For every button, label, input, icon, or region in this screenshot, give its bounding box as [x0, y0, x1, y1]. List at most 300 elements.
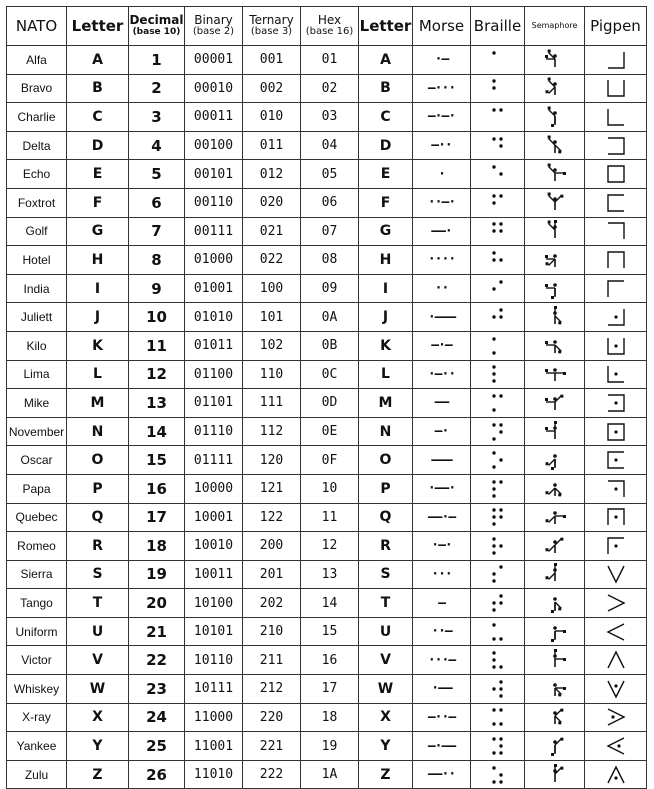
semaphore-head: [553, 283, 557, 287]
pigpen-cell: [585, 760, 647, 789]
header-semaphore: Semaphore: [525, 7, 585, 46]
semaphore-cell: [525, 617, 585, 646]
braille-symbol: [491, 707, 505, 727]
braille-cell: [471, 274, 525, 303]
pigpen-dot: [614, 373, 617, 376]
binary-cell: 10001: [185, 503, 243, 532]
binary-cell: 00100: [185, 131, 243, 160]
header-morse: Morse: [413, 7, 471, 46]
letter-cell: U: [67, 617, 129, 646]
pigpen-dot: [614, 487, 617, 490]
letter-2-cell: A: [359, 46, 413, 75]
semaphore-figure: [543, 734, 567, 758]
braille-symbol: [491, 136, 505, 156]
braille-cell: [471, 46, 525, 75]
nato-cell: Uniform: [7, 617, 67, 646]
decimal-cell: 13: [129, 389, 185, 418]
nato-cell: Alfa: [7, 46, 67, 75]
pigpen-dot: [614, 544, 617, 547]
semaphore-flag-1: [545, 398, 548, 401]
letter-cell: D: [67, 131, 129, 160]
semaphore-figure: [543, 277, 567, 301]
braille-dot-2: [492, 315, 495, 318]
braille-dot-3: [492, 380, 495, 383]
letter-2-cell: U: [359, 617, 413, 646]
semaphore-flag-1: [545, 577, 548, 580]
semaphore-figure: [543, 705, 567, 729]
letter-cell: H: [67, 246, 129, 275]
braille-dot-1: [492, 709, 495, 712]
pigpen-shape: [608, 652, 624, 668]
decimal-cell: 14: [129, 417, 185, 446]
braille-dot-1: [492, 509, 495, 512]
ternary-cell: 220: [243, 703, 301, 732]
ternary-cell: 112: [243, 417, 301, 446]
braille-dot-2: [492, 487, 495, 490]
binary-cell: 00101: [185, 160, 243, 189]
semaphore-figure: [543, 248, 567, 272]
header-letter-2: Letter: [359, 7, 413, 46]
semaphore-flag-1: [554, 220, 557, 223]
pigpen-cell: [585, 532, 647, 561]
pigpen-cell: [585, 589, 647, 618]
semaphore-flag-2: [563, 687, 566, 690]
letter-cell: O: [67, 446, 129, 475]
ternary-cell: 012: [243, 160, 301, 189]
braille-dot-1: [492, 137, 495, 140]
pigpen-symbol: [605, 649, 627, 671]
braille-cell: [471, 503, 525, 532]
letter-2-cell: P: [359, 474, 413, 503]
braille-dot-1: [492, 480, 495, 483]
nato-cell: Tango: [7, 589, 67, 618]
semaphore-figure: [543, 191, 567, 215]
pigpen-shape: [608, 738, 624, 754]
pigpen-symbol: [605, 735, 627, 757]
braille-dot-1: [492, 223, 495, 226]
hex-cell: 01: [301, 46, 359, 75]
semaphore-cell: [525, 331, 585, 360]
braille-dot-5: [499, 258, 502, 261]
decimal-cell: 21: [129, 617, 185, 646]
braille-cell: [471, 703, 525, 732]
ternary-cell: 200: [243, 532, 301, 561]
semaphore-flag-2: [563, 372, 566, 375]
letter-2-cell: D: [359, 131, 413, 160]
semaphore-flag-2: [560, 738, 563, 741]
ternary-cell: 122: [243, 503, 301, 532]
pigpen-symbol: [605, 478, 627, 500]
semaphore-flag-2: [558, 350, 561, 353]
semaphore-figure: [543, 648, 567, 672]
semaphore-flag-1: [551, 124, 554, 127]
pigpen-cell: [585, 160, 647, 189]
braille-symbol: [491, 393, 505, 413]
header-binary-label: Binary: [194, 13, 233, 27]
pigpen-cell: [585, 46, 647, 75]
letter-2-cell: T: [359, 589, 413, 618]
table-row: [7, 103, 647, 132]
semaphore-flag-2: [551, 467, 554, 470]
pigpen-cell: [585, 360, 647, 389]
braille-dot-5: [499, 230, 502, 233]
pigpen-dot: [614, 684, 617, 687]
table-row: [7, 303, 647, 332]
braille-dot-5: [499, 430, 502, 433]
pigpen-shape: [608, 767, 624, 783]
binary-cell: 10011: [185, 560, 243, 589]
braille-dot-2: [492, 573, 495, 576]
hex-cell: 0F: [301, 446, 359, 475]
braille-symbol: [491, 364, 505, 384]
semaphore-flag-2: [554, 563, 557, 566]
braille-cell: [471, 360, 525, 389]
pigpen-dot: [611, 716, 614, 719]
semaphore-cell: [525, 389, 585, 418]
semaphore-head: [553, 369, 557, 373]
hex-cell: 0A: [301, 303, 359, 332]
header-ternary-sub: (base 3): [250, 26, 293, 37]
braille-dot-4: [499, 709, 502, 712]
semaphore-figure: [543, 134, 567, 158]
pigpen-cell: [585, 303, 647, 332]
letter-cell: N: [67, 417, 129, 446]
braille-dot-3: [492, 637, 495, 640]
nato-cell: Kilo: [7, 331, 67, 360]
braille-cell: [471, 732, 525, 761]
semaphore-head: [553, 626, 557, 630]
ternary-cell: 121: [243, 474, 301, 503]
braille-dot-3: [492, 437, 495, 440]
hex-cell: 17: [301, 675, 359, 704]
letter-2-cell: W: [359, 675, 413, 704]
letter-cell: V: [67, 646, 129, 675]
semaphore-flag-2: [560, 395, 563, 398]
pigpen-cell: [585, 74, 647, 103]
semaphore-cell: [525, 675, 585, 704]
decimal-cell: 2: [129, 74, 185, 103]
pigpen-dot: [614, 316, 617, 319]
table-row: [7, 360, 647, 389]
table-row: [7, 703, 647, 732]
semaphore-flag-2: [563, 515, 566, 518]
pigpen-cell: [585, 617, 647, 646]
morse-cell: –––: [413, 446, 471, 475]
nato-cell: Whiskey: [7, 675, 67, 704]
braille-cell: [471, 675, 525, 704]
semaphore-cell: [525, 103, 585, 132]
decimal-cell: 23: [129, 675, 185, 704]
braille-dot-3: [492, 608, 495, 611]
semaphore-head: [553, 340, 557, 344]
pigpen-cell: [585, 246, 647, 275]
braille-cell: [471, 303, 525, 332]
braille-dot-6: [499, 780, 502, 783]
ternary-cell: 110: [243, 360, 301, 389]
ternary-cell: 211: [243, 646, 301, 675]
letter-cell: T: [67, 589, 129, 618]
hex-cell: 06: [301, 188, 359, 217]
ternary-cell: 102: [243, 331, 301, 360]
braille-dot-5: [499, 144, 502, 147]
header-letter: Letter: [67, 7, 129, 46]
ternary-cell: 021: [243, 217, 301, 246]
decimal-cell: 22: [129, 646, 185, 675]
nato-cell: Golf: [7, 217, 67, 246]
braille-cell: [471, 131, 525, 160]
letter-2-cell: O: [359, 446, 413, 475]
braille-cell: [471, 560, 525, 589]
braille-dot-2: [492, 659, 495, 662]
binary-cell: 11000: [185, 703, 243, 732]
pigpen-shape: [608, 709, 624, 725]
semaphore-figure: [543, 105, 567, 129]
hex-cell: 1A: [301, 760, 359, 789]
semaphore-figure: [543, 391, 567, 415]
braille-cell: [471, 760, 525, 789]
semaphore-flag-1: [551, 639, 554, 642]
hex-cell: 16: [301, 646, 359, 675]
table-row: [7, 131, 647, 160]
letter-2-cell: N: [359, 417, 413, 446]
braille-symbol: [491, 507, 505, 527]
hex-cell: 03: [301, 103, 359, 132]
table-row: [7, 160, 647, 189]
semaphore-cell: [525, 74, 585, 103]
binary-cell: 10100: [185, 589, 243, 618]
semaphore-flag-1: [545, 520, 548, 523]
braille-dot-1: [492, 251, 495, 254]
table-row: [7, 560, 647, 589]
letter-2-cell: L: [359, 360, 413, 389]
binary-cell: 11001: [185, 732, 243, 761]
hex-cell: 0D: [301, 389, 359, 418]
semaphore-arm-1: [548, 488, 554, 494]
letter-2-cell: K: [359, 331, 413, 360]
pigpen-symbol: [605, 535, 627, 557]
braille-dot-4: [499, 566, 502, 569]
pigpen-cell: [585, 474, 647, 503]
semaphore-flag-2: [545, 255, 548, 258]
braille-dot-4: [499, 423, 502, 426]
nato-cell: Mike: [7, 389, 67, 418]
letter-cell: Q: [67, 503, 129, 532]
pigpen-cell: [585, 188, 647, 217]
braille-dot-3: [492, 580, 495, 583]
decimal-cell: 10: [129, 303, 185, 332]
hex-cell: 11: [301, 503, 359, 532]
nato-cell: Echo: [7, 160, 67, 189]
braille-symbol: [491, 422, 505, 442]
semaphore-flag-1: [558, 150, 561, 153]
letter-2-cell: Q: [359, 503, 413, 532]
pigpen-symbol: [605, 220, 627, 242]
semaphore-flag-2: [547, 164, 550, 167]
letter-code-table: [6, 6, 647, 789]
hex-cell: 0C: [301, 360, 359, 389]
semaphore-cell: [525, 188, 585, 217]
pigpen-cell: [585, 646, 647, 675]
braille-dot-4: [499, 737, 502, 740]
braille-cell: [471, 160, 525, 189]
semaphore-cell: [525, 474, 585, 503]
semaphore-flag-2: [563, 658, 566, 661]
braille-cell: [471, 217, 525, 246]
letter-cell: E: [67, 160, 129, 189]
morse-cell: –·: [413, 417, 471, 446]
braille-dot-3: [492, 351, 495, 354]
ternary-cell: 210: [243, 617, 301, 646]
pigpen-cell: [585, 131, 647, 160]
header-decimal-sub: (base 10): [132, 27, 181, 37]
decimal-cell: 17: [129, 503, 185, 532]
braille-dot-3: [492, 780, 495, 783]
braille-symbol: [491, 736, 505, 756]
binary-cell: 10110: [185, 646, 243, 675]
semaphore-flag-1: [551, 610, 554, 613]
letter-cell: S: [67, 560, 129, 589]
semaphore-figure: [543, 362, 567, 386]
letter-cell: I: [67, 274, 129, 303]
semaphore-arm-1: [548, 87, 554, 93]
braille-symbol: [491, 250, 505, 270]
decimal-cell: 25: [129, 732, 185, 761]
semaphore-flag-1: [545, 91, 548, 94]
header-hex-sub: (base 16): [305, 26, 354, 37]
braille-cell: [471, 474, 525, 503]
semaphore-flag-1: [563, 172, 566, 175]
morse-cell: ·–·: [413, 532, 471, 561]
nato-cell: Delta: [7, 131, 67, 160]
semaphore-cell: [525, 760, 585, 789]
semaphore-flag-1: [560, 194, 563, 197]
letter-cell: R: [67, 532, 129, 561]
pigpen-shape: [608, 281, 624, 297]
semaphore-cell: [525, 560, 585, 589]
table-row: [7, 246, 647, 275]
pigpen-symbol: [605, 621, 627, 643]
letter-2-cell: Y: [359, 732, 413, 761]
binary-cell: 11010: [185, 760, 243, 789]
pigpen-symbol: [605, 249, 627, 271]
braille-dot-4: [499, 394, 502, 397]
table-row: [7, 331, 647, 360]
braille-dot-4: [499, 194, 502, 197]
braille-cell: [471, 446, 525, 475]
braille-dot-6: [499, 637, 502, 640]
letter-2-cell: M: [359, 389, 413, 418]
semaphore-flag-2: [563, 630, 566, 633]
morse-cell: ·–: [413, 46, 471, 75]
semaphore-arm-1: [548, 573, 554, 579]
braille-dot-5: [499, 516, 502, 519]
semaphore-flag-2: [560, 538, 563, 541]
semaphore-cell: [525, 532, 585, 561]
semaphore-cell: [525, 46, 585, 75]
nato-cell: Sierra: [7, 560, 67, 589]
semaphore-cell: [525, 246, 585, 275]
letter-cell: L: [67, 360, 129, 389]
table-row: [7, 274, 647, 303]
braille-symbol: [491, 765, 505, 785]
letter-cell: Z: [67, 760, 129, 789]
nato-cell: Foxtrot: [7, 188, 67, 217]
braille-dot-5: [499, 687, 502, 690]
letter-2-cell: V: [359, 646, 413, 675]
hex-cell: 0B: [301, 331, 359, 360]
decimal-cell: 16: [129, 474, 185, 503]
header-ternary-label: Ternary: [249, 13, 294, 27]
binary-cell: 00010: [185, 74, 243, 103]
letter-2-cell: F: [359, 188, 413, 217]
pigpen-cell: [585, 703, 647, 732]
braille-cell: [471, 331, 525, 360]
semaphore-flag-2: [547, 106, 550, 109]
pigpen-dot: [617, 744, 620, 747]
decimal-cell: 9: [129, 274, 185, 303]
header-hex: [301, 7, 359, 46]
pigpen-symbol: [605, 278, 627, 300]
table-row: [7, 760, 647, 789]
pigpen-dot: [614, 344, 617, 347]
semaphore-figure: [543, 420, 567, 444]
letter-2-cell: R: [359, 532, 413, 561]
pigpen-cell: [585, 103, 647, 132]
pigpen-symbol: [605, 592, 627, 614]
semaphore-figure: [543, 76, 567, 100]
braille-dot-1: [492, 652, 495, 655]
semaphore-head: [553, 511, 557, 515]
pigpen-cell: [585, 560, 647, 589]
morse-cell: –·–: [413, 331, 471, 360]
semaphore-figure: [543, 477, 567, 501]
semaphore-cell: [525, 131, 585, 160]
decimal-cell: 3: [129, 103, 185, 132]
ternary-cell: 212: [243, 675, 301, 704]
pigpen-symbol: [605, 392, 627, 414]
header-hex-label: Hex: [317, 13, 342, 27]
morse-cell: –·–·: [413, 103, 471, 132]
braille-dot-2: [492, 201, 495, 204]
braille-dot-6: [499, 723, 502, 726]
braille-symbol: [491, 336, 505, 356]
braille-dot-2: [492, 601, 495, 604]
morse-cell: ––·: [413, 217, 471, 246]
morse-cell: ·––·: [413, 474, 471, 503]
letter-cell: X: [67, 703, 129, 732]
semaphore-flag-1: [558, 722, 561, 725]
header-binary-sub: (base 2): [192, 26, 235, 37]
pigpen-dot: [614, 459, 617, 462]
braille-dot-3: [492, 523, 495, 526]
letter-2-cell: X: [359, 703, 413, 732]
pigpen-cell: [585, 274, 647, 303]
semaphore-figure: [543, 305, 567, 329]
nato-cell: India: [7, 274, 67, 303]
decimal-cell: 26: [129, 760, 185, 789]
braille-cell: [471, 246, 525, 275]
braille-dot-3: [492, 666, 495, 669]
nato-cell: X-ray: [7, 703, 67, 732]
semaphore-figure: [543, 48, 567, 72]
semaphore-flag-1: [545, 427, 548, 430]
pigpen-dot: [614, 430, 617, 433]
semaphore-arm-1: [548, 545, 554, 551]
braille-dot-2: [492, 287, 495, 290]
letter-cell: G: [67, 217, 129, 246]
pigpen-shape: [608, 195, 624, 211]
table-row: [7, 732, 647, 761]
